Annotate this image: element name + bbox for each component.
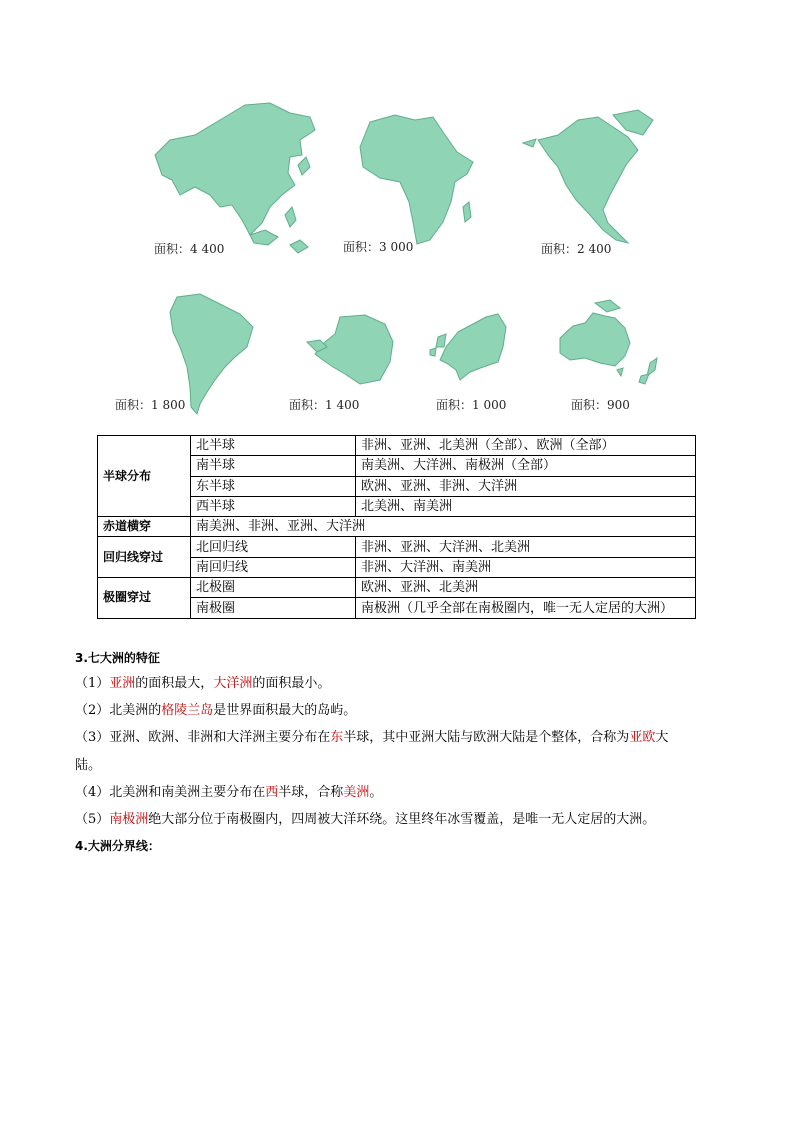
highlight-text: 西 [265,785,279,800]
table-row [98,578,696,598]
paragraph-5 [75,810,655,830]
paragraph-1 [75,674,330,694]
sub-cell: 南半球 [191,456,356,476]
value-cell: 南极洲（几乎全部在南极圈内，唯一无人定居的大洲） [356,598,696,618]
europe-area-caption: 面积：1 000 [436,398,507,412]
highlight-text: 亚欧 [629,730,656,745]
text: 半球，合称 [278,785,344,800]
oceania-map [555,298,675,388]
asia-map [150,95,320,260]
north-america-area-caption: 面积：2 400 [541,242,612,256]
sub-cell: 西半球 [191,496,356,516]
value-cell: 北美洲、南美洲 [356,496,696,516]
africa-area-caption: 面积：3 000 [343,240,414,254]
highlight-text: 格陵兰岛 [161,703,214,718]
text: 的面积最小。 [252,676,331,691]
africa-map [355,112,480,247]
value-cell: 非洲、亚洲、北美洲（全部）、欧洲（全部） [356,436,696,456]
north-america-map [518,105,663,245]
table-row [98,436,696,456]
text: （5） [75,812,110,827]
value-cell: 南美洲、大洋洲、南极洲（全部） [356,456,696,476]
paragraph-3 [75,728,668,748]
paragraph-2 [75,701,356,721]
text: （2）北美洲的 [75,703,162,718]
text: 。 [369,785,383,800]
value-cell: 欧洲、亚洲、北美洲 [356,578,696,598]
paragraph-4 [75,783,382,803]
text: 半球，其中亚洲大陆与欧洲大陆是个整体，合称为 [343,730,630,745]
text: 的面积最大， [135,676,214,691]
value-cell: 欧洲、亚洲、非洲、大洋洲 [356,476,696,496]
paragraph-3-continued: 陆。 [75,758,102,773]
category-cell: 极圈穿过 [98,578,191,619]
section-3-heading: 3.七大洲的特征 [75,651,160,665]
text: 大 [655,730,669,745]
highlight-text: 东 [330,730,344,745]
highlight-text: 大洋洲 [213,676,253,691]
text: （4）北美洲和南美洲主要分布在 [75,785,266,800]
text: （1） [75,676,110,691]
table-row [98,537,696,557]
antarctica-map [305,312,395,387]
highlight-text: 美洲 [343,785,370,800]
sub-cell: 南回归线 [191,557,356,577]
category-cell: 半球分布 [98,436,191,517]
text: （3）亚洲、欧洲、非洲和大洋洲主要分布在 [75,730,331,745]
value-cell: 非洲、大洋洲、南美洲 [356,557,696,577]
asia-area-caption: 面积：4 400 [154,242,225,256]
oceania-area-caption: 面积：900 [571,398,630,412]
value-cell: 非洲、亚洲、大洋洲、北美洲 [356,537,696,557]
highlight-text: 南极洲 [109,812,149,827]
text: 是世界面积最大的岛屿。 [213,703,357,718]
antarctica-area-caption: 面积：1 400 [289,398,360,412]
south-america-area-caption: 面积：1 800 [115,398,186,412]
category-cell: 回归线穿过 [98,537,191,578]
highlight-text: 亚洲 [109,676,136,691]
europe-map [428,302,508,387]
category-cell: 赤道横穿 [98,517,191,537]
sub-cell: 北半球 [191,436,356,456]
text: 绝大部分位于南极圈内，四周被大洋环绕。这里终年冰雪覆盖，是唯一无人定居的大洲。 [148,812,656,827]
table-row [98,517,696,537]
continent-distribution-table [97,435,696,619]
value-cell: 南美洲、非洲、亚洲、大洋洲 [191,517,696,537]
sub-cell: 北回归线 [191,537,356,557]
sub-cell: 南极圈 [191,598,356,618]
sub-cell: 东半球 [191,476,356,496]
sub-cell: 北极圈 [191,578,356,598]
section-4-heading: 4.大洲分界线： [75,839,160,853]
